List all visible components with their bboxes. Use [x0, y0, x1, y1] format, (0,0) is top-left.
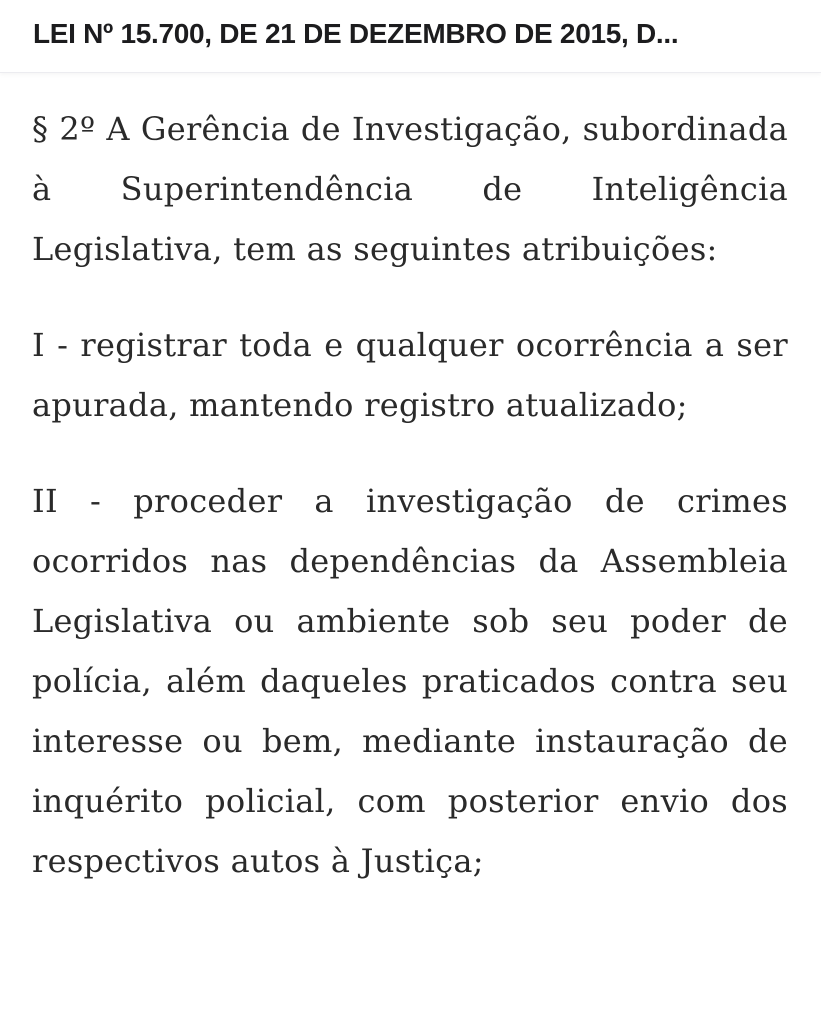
document-body [32, 99, 788, 927]
document-title: LEI Nº 15.700, DE 21 DE DEZEMBRO DE 2015, D... [33, 18, 679, 49]
paragraph-item-ii: II - proceder a investigação de crimes ocorridos nas dependências da Assembleia Legislativa ou ambiente sob seu poder de polícia, além daqueles praticados contra seu interesse ou bem, mediante instauração de inquérito policial, com posterior envio dos respectivos autos à Justiça; [32, 482, 788, 880]
document-header [0, 0, 821, 73]
paragraph-section-2: § 2º A Gerência de Investigação, subordinada à Superintendência de Inteligência Legislativa, tem as seguintes atribuições: [32, 110, 788, 268]
paragraph-item-i: I - registrar toda e qualquer ocorrência a ser apurada, mantendo registro atualizado; [32, 326, 788, 424]
